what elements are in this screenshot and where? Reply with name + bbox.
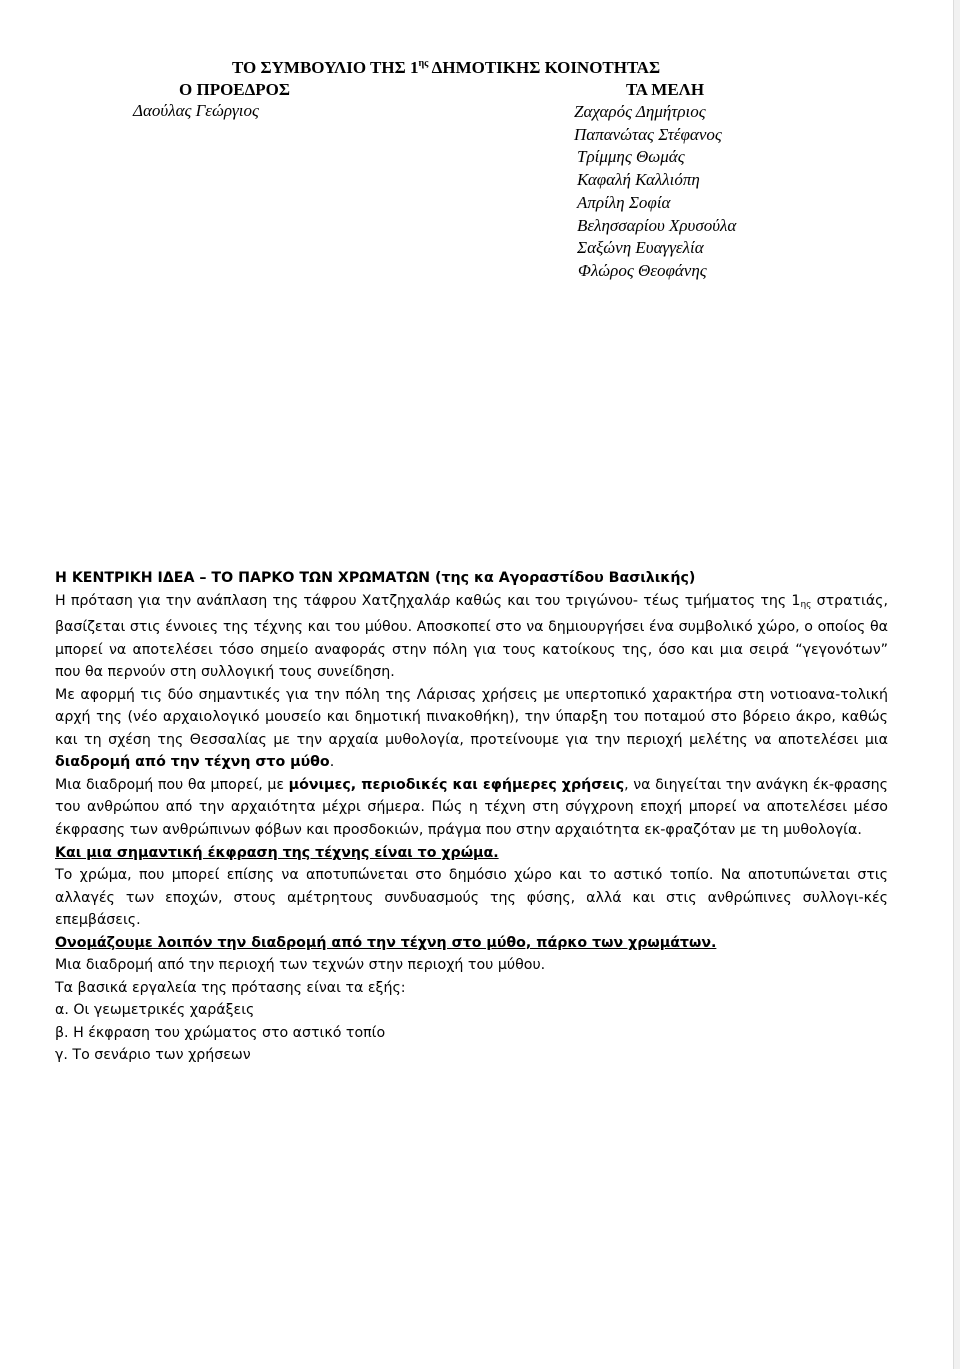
proposal-body — [55, 567, 888, 1067]
member-name: Παπανώτας Στέφανος — [574, 124, 722, 144]
members-label: ΤΑ ΜΕΛΗ — [626, 80, 705, 99]
paragraph-route: Μια διαδρομή που θα μπορεί, με μόνιμες, περιοδικές και εφήμερες χρήσεις, να διηγείται την ανάγκη έκ-φρασης του ανθρώπου από την αρχαιότητα μέχρι σήμερα. Πώς η τέχνη στη σύγχρονη εποχή μπορεί να αποτελέσει μέσο έκφρασης των ανθρώπινων φόβων και προσδοκιών, πράγμα που στην αρχαιότητα εκ-φραζόταν με τη μυθολογία. — [55, 776, 888, 839]
list-item: β. Η έκφραση του χρώματος στο αστικό τοπίο — [55, 1024, 386, 1041]
president-name: Δαούλας Γεώργιος — [133, 101, 259, 120]
member-name: Σαξώνη Ευαγγελία — [577, 238, 704, 258]
page-edge — [953, 0, 960, 1369]
list-item: α. Οι γεωμετρικές χαράξεις — [55, 1002, 255, 1019]
paragraph-proposal: Η πρόταση για την ανάπλαση της τάφρου Χατζηχαλάρ καθώς και του τριγώνου- τέως τμήματος της $1_{\eta\varsigma}$ στρατιάς, βασίζεται στις έννοιες της τέχνης και του μύθου. Αποσκοπεί στο να δημιουργήσει ένα συμβολικό χώρο, ο οποίος θα μπορεί να αποτελέσει τόσο σημείο αναφοράς στην πόλη για τους κατοίκους της, όσο και μια σειρά “γεγονότων” που θα περνούν στη συλλογική τους συνείδηση. — [55, 592, 889, 681]
emphasis-text: διαδρομή από την τέχνη στο μύθο — [55, 754, 330, 771]
president-label: Ο ΠΡΟΕΔΡΟΣ — [179, 80, 291, 99]
member-name: Βελησσαρίου Χρυσούλα — [577, 215, 737, 235]
paragraph-tools-intro: Τα βασικά εργαλεία της πρότασης είναι τα εξής: — [55, 979, 406, 996]
paragraph-color: Το χρώμα, που μπορεί επίσης να αποτυπώνεται στο δημόσιο χώρο και το αστικό τοπίο. Να αποτυπώνεται στις αλλαγές των εποχών, στους αμέτρητους συνδυασμούς της φύσης, αλλά και στις ανθρώπινες συλλογι-κές επεμβάσεις. — [55, 867, 888, 929]
paragraph-naming: Ονομάζουμε λοιπόν την διαδρομή από την τέχνη στο μύθο, πάρκο των χρωμάτων. — [55, 934, 717, 951]
emphasis-text: μόνιμες, περιοδικές και εφήμερες χρήσεις — [288, 776, 625, 793]
paragraph-context: Με αφορμή τις δύο σημαντικές για την πόλη της Λάρισας χρήσεις με υπερτοπικό χαρακτήρα στη νοτιοανα-τολική αρχή της (νέο αρχαιολογικό μουσείο και δημοτική πινακοθήκη), την ύπαρξη του ποταμού στο βόρειο άκρο, καθώς και τη σχέση της Θεσσαλίας με την αρχαία μυθολογία, προτείνουμε για την περιοχή μελέτης να αποτελέσει μια διαδρομή από την τέχνη στο μύθο. — [55, 686, 888, 771]
paragraph-route-summary: Μια διαδρομή από την περιοχή των τεχνών στην περιοχή του μύθου. — [55, 957, 546, 974]
member-name: Τρίμμης Θωμάς — [577, 147, 685, 167]
list-item: γ. Το σενάριο των χρήσεων — [55, 1047, 251, 1064]
member-name: Απρίλη Σοφία — [577, 192, 671, 212]
tools-list — [55, 999, 888, 1067]
section-heading: Η ΚΕΝΤΡΙΚΗ ΙΔΕΑ – ΤΟ ΠΑΡΚΟ ΤΩΝ ΧΡΩΜΑΤΩΝ (της κα Αγοραστίδου Βασιλικής) — [55, 570, 696, 586]
council-title: ΤΟ ΣΥΜΒΟΥΛΙΟ ΤΗΣ $1^{\eta\varsigma}$ ΔΗΜΟΤΙΚΗΣ ΚΟΙΝΟΤΗΤΑΣ — [232, 58, 661, 77]
members-list — [574, 101, 736, 283]
paragraph-color-statement: Και μια σημαντική έκφραση της τέχνης είναι το χρώμα. — [55, 844, 499, 861]
ordinal-suffix: ης — [800, 599, 812, 610]
member-name: Καφαλή Καλλιόπη — [577, 170, 700, 190]
ordinal-suffix: ης — [418, 58, 429, 69]
member-name: Ζαχαρός Δημήτριος — [574, 102, 706, 121]
member-name: Φλώρος Θεοφάνης — [578, 260, 707, 280]
